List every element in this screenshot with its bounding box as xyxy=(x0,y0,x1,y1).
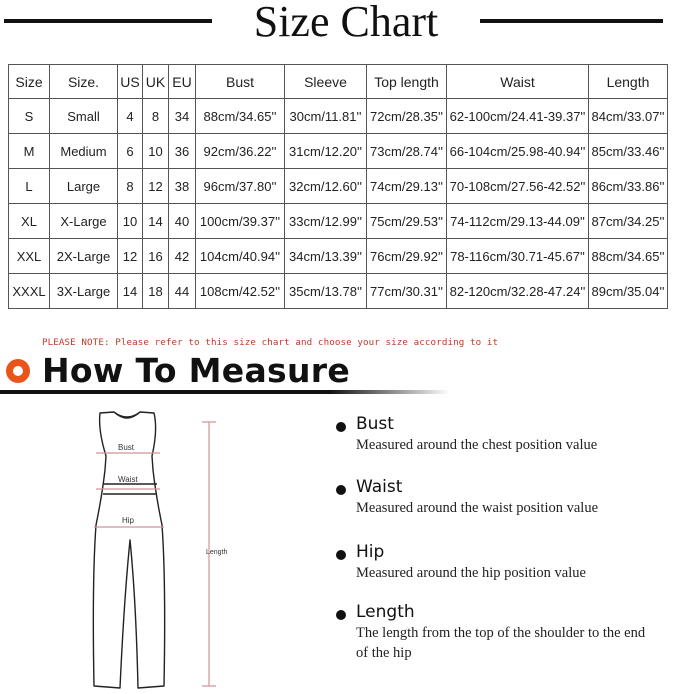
size-chart-title: Size Chart xyxy=(253,0,439,46)
table-cell: 84cm/33.07'' xyxy=(589,99,668,134)
header-length: Length xyxy=(589,65,668,99)
table-cell: 88cm/34.65'' xyxy=(196,99,285,134)
table-cell: 75cm/29.53'' xyxy=(367,204,447,239)
table-cell: 16 xyxy=(143,239,169,274)
title-rule-right xyxy=(480,19,663,23)
table-cell: X-Large xyxy=(50,204,118,239)
table-cell: 78-116cm/30.71-45.67'' xyxy=(447,239,589,274)
measure-item-desc: Measured around the waist position value xyxy=(356,500,599,516)
table-cell: 40 xyxy=(169,204,196,239)
figure-label-bust: Bust xyxy=(118,443,135,452)
table-cell: 104cm/40.94'' xyxy=(196,239,285,274)
table-cell: XXXL xyxy=(9,274,50,309)
measure-item-desc: Measured around the chest position value xyxy=(356,437,598,453)
table-cell: 4 xyxy=(118,99,143,134)
size-note: PLEASE NOTE: Please refer to this size chart and choose your size according to it xyxy=(42,337,499,348)
table-cell: 14 xyxy=(118,274,143,309)
table-cell: 74cm/29.13'' xyxy=(367,169,447,204)
table-cell: 8 xyxy=(118,169,143,204)
header-bust: Bust xyxy=(196,65,285,99)
table-cell: 35cm/13.78'' xyxy=(285,274,367,309)
table-cell: S xyxy=(9,99,50,134)
table-row xyxy=(9,204,668,239)
table-cell: 2X-Large xyxy=(50,239,118,274)
header-top-length: Top length xyxy=(367,65,447,99)
measure-item-name: Bust xyxy=(356,414,394,434)
measure-item-name: Waist xyxy=(356,477,403,497)
table-cell: 34cm/13.39'' xyxy=(285,239,367,274)
figure-label-waist: Waist xyxy=(118,475,138,484)
neckline xyxy=(114,412,140,417)
measure-rule-fade xyxy=(330,390,450,394)
table-row xyxy=(9,274,668,309)
how-to-measure-title: How To Measure xyxy=(42,351,351,390)
table-row xyxy=(9,134,668,169)
table-cell: 66-104cm/25.98-40.94'' xyxy=(447,134,589,169)
header-eu: EU xyxy=(169,65,196,99)
table-cell: 87cm/34.25'' xyxy=(589,204,668,239)
figure-label-length: Length xyxy=(206,549,228,556)
table-cell: 89cm/35.04'' xyxy=(589,274,668,309)
bullet-icon xyxy=(336,610,346,620)
table-cell: 14 xyxy=(143,204,169,239)
table-cell: 8 xyxy=(143,99,169,134)
table-cell: 42 xyxy=(169,239,196,274)
table-cell: 10 xyxy=(118,204,143,239)
table-cell: 38 xyxy=(169,169,196,204)
table-cell: 62-100cm/24.41-39.37'' xyxy=(447,99,589,134)
table-cell: 86cm/33.86'' xyxy=(589,169,668,204)
table-cell: 72cm/28.35'' xyxy=(367,99,447,134)
table-cell: 77cm/30.31'' xyxy=(367,274,447,309)
bullet-icon xyxy=(336,485,346,495)
table-cell: 88cm/34.65'' xyxy=(589,239,668,274)
header-size: Size xyxy=(9,65,50,99)
bullet-icon xyxy=(336,422,346,432)
table-cell: 31cm/12.20'' xyxy=(285,134,367,169)
table-cell: 85cm/33.46'' xyxy=(589,134,668,169)
table-cell: 36 xyxy=(169,134,196,169)
measure-item-name: Hip xyxy=(356,542,385,562)
table-cell: 12 xyxy=(118,239,143,274)
measure-item-desc: Measured around the hip position value xyxy=(356,565,586,581)
table-cell: 92cm/36.22'' xyxy=(196,134,285,169)
table-row xyxy=(9,99,668,134)
table-cell: 82-120cm/32.28-47.24'' xyxy=(447,274,589,309)
jumpsuit-figure xyxy=(60,400,240,692)
table-header-row xyxy=(9,65,668,99)
table-cell: 18 xyxy=(143,274,169,309)
table-row xyxy=(9,169,668,204)
measure-item-name: Length xyxy=(356,602,415,622)
header-us: US xyxy=(118,65,143,99)
title-rule-left xyxy=(4,19,212,23)
table-cell: 100cm/39.37'' xyxy=(196,204,285,239)
table-cell: Small xyxy=(50,99,118,134)
header-size-name: Size. xyxy=(50,65,118,99)
table-cell: 12 xyxy=(143,169,169,204)
table-cell: 34 xyxy=(169,99,196,134)
table-row xyxy=(9,239,668,274)
header-uk: UK xyxy=(143,65,169,99)
measure-item-desc: The length from the top of the shoulder to the end of the hip xyxy=(356,625,646,661)
measure-rule xyxy=(0,390,330,394)
table-cell: M xyxy=(9,134,50,169)
bullet-icon xyxy=(336,550,346,560)
table-cell: XL xyxy=(9,204,50,239)
header-waist: Waist xyxy=(447,65,589,99)
size-chart-table xyxy=(8,64,668,309)
table-cell: 30cm/11.81'' xyxy=(285,99,367,134)
table-cell: 70-108cm/27.56-42.52'' xyxy=(447,169,589,204)
table-cell: 3X-Large xyxy=(50,274,118,309)
header-sleeve: Sleeve xyxy=(285,65,367,99)
table-cell: Medium xyxy=(50,134,118,169)
table-cell: 32cm/12.60'' xyxy=(285,169,367,204)
table-body xyxy=(9,99,668,309)
table-cell: XXL xyxy=(9,239,50,274)
target-circle-icon xyxy=(6,359,30,383)
table-cell: 33cm/12.99'' xyxy=(285,204,367,239)
table-cell: L xyxy=(9,169,50,204)
table-cell: 74-112cm/29.13-44.09'' xyxy=(447,204,589,239)
table-cell: 108cm/42.52'' xyxy=(196,274,285,309)
figure-label-hip: Hip xyxy=(122,516,135,525)
table-cell: 76cm/29.92'' xyxy=(367,239,447,274)
table-cell: Large xyxy=(50,169,118,204)
table-cell: 96cm/37.80'' xyxy=(196,169,285,204)
table-cell: 10 xyxy=(143,134,169,169)
table-cell: 44 xyxy=(169,274,196,309)
table-cell: 6 xyxy=(118,134,143,169)
table-cell: 73cm/28.74'' xyxy=(367,134,447,169)
